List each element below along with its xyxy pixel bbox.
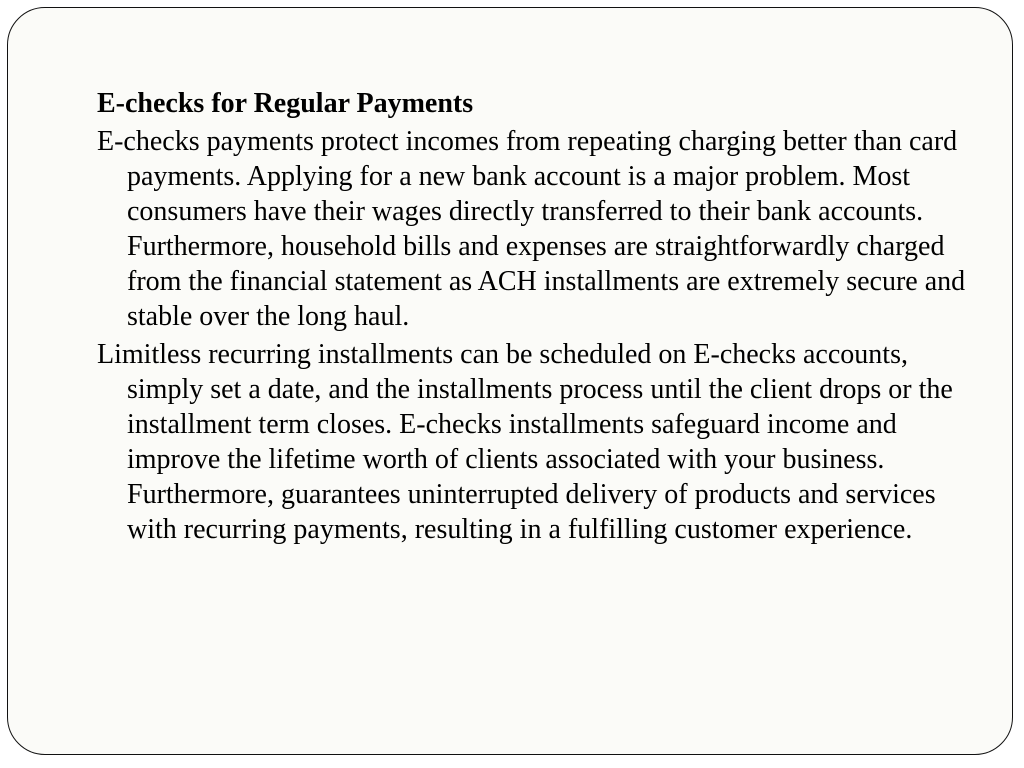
slide-frame xyxy=(7,7,1013,755)
paragraph-echecks-protection: E-checks payments protect incomes from repeating charging better than card payments. Applying for a new bank account is a major problem. Most consumers have their wages directly transferred to their bank accounts. Furthermore, household bills and expenses are straightforwardly charged from the financial statement as ACH installments are extremely secure and stable over the long haul. xyxy=(97,126,966,332)
slide-heading: E-checks for Regular Payments xyxy=(97,88,474,119)
paragraph-recurring-installments: Limitless recurring installments can be scheduled on E-checks accounts, simply set a date, and the installments process until the client drops or the installment term closes. E-checks installments safeguard income and improve the lifetime worth of clients associated with your business. Furthermore, guarantees uninterrupted delivery of products and services with recurring payments, resulting in a fulfilling customer experience. xyxy=(97,339,953,545)
slide-content xyxy=(97,86,987,550)
